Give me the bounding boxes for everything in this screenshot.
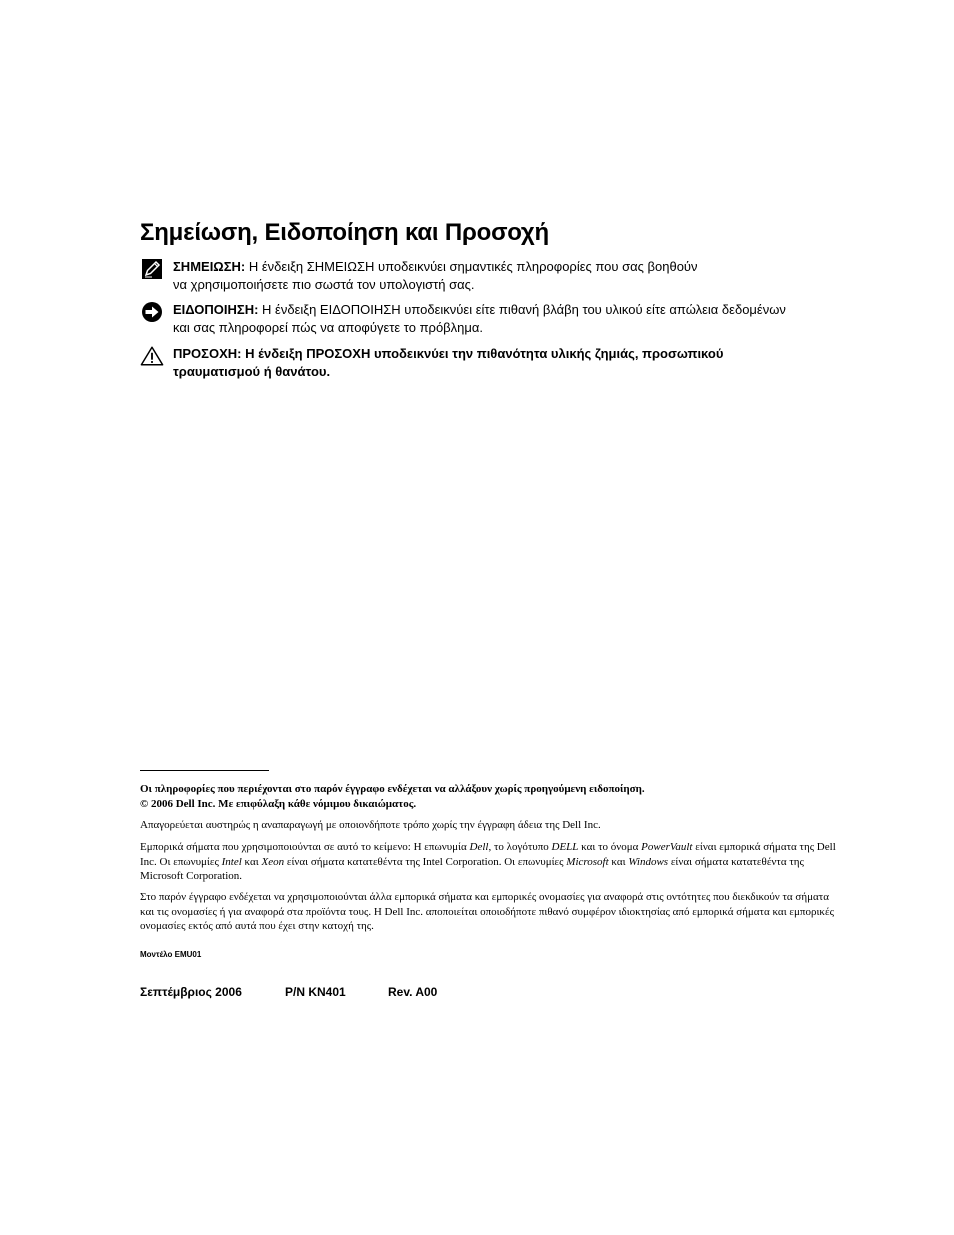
notice-arrow-icon	[140, 301, 164, 323]
note-label: ΣΗΜΕΙΩΣΗ:	[173, 259, 246, 274]
trademarks-part: και το όνομα	[578, 841, 642, 853]
trademarks-notice	[140, 840, 845, 884]
notice-text	[173, 301, 840, 337]
notice-line-1: Η ένδειξη ΕΙΔΟΠΟΙΗΣΗ υποδεικνύει είτε πιθανή βλάβη του υλικού είτε απώλεια δεδομένων	[258, 302, 786, 317]
trademark-powervault: PowerVault	[641, 841, 693, 853]
change-notice	[140, 782, 845, 811]
caution-line-1: Η ένδειξη ΠΡΟΣΟΧΗ υποδεικνύει την πιθανότητα υλικής ζημιάς, προσωπικού	[241, 346, 724, 361]
note-line-2: να χρησιμοποιήσετε πιο σωστά τον υπολογιστή σας.	[173, 277, 475, 292]
copyright-line: © 2006 Dell Inc. Με επιφύλαξη κάθε νόμιμου δικαιώματος.	[140, 797, 417, 810]
trademarks-part: και	[608, 855, 629, 868]
trademark-xeon: Xeon	[261, 855, 285, 868]
trademark-windows: Windows	[628, 855, 669, 868]
caution-text	[173, 345, 840, 381]
footer-revision: Rev. A00	[388, 985, 438, 999]
note-line-1: Η ένδειξη ΣΗΜΕΙΩΣΗ υποδεικνύει σημαντικές πληροφορίες που σας βοηθούν	[245, 259, 698, 274]
trademarks-part: είναι σήματα κατατεθέντα της Intel Corporation. Οι επωνυμίες	[284, 855, 567, 868]
warning-triangle-icon	[140, 345, 164, 367]
trademarks-part: και	[241, 855, 262, 868]
trademarks-part: είναι σήματα κατατεθέντα της Microsoft Corporation.	[140, 855, 804, 882]
reproduction-notice	[140, 818, 845, 833]
caution-line-2: τραυματισμού ή θανάτου.	[173, 364, 331, 379]
trademarks-part: , το λογότυπο	[488, 841, 552, 853]
trademark-microsoft: Microsoft	[566, 855, 609, 868]
notice-label: ΕΙΔΟΠΟΙΗΣΗ:	[173, 302, 259, 317]
caution-block	[140, 345, 840, 381]
trademarks-part: είναι εμπορικά σήματα της Dell Inc. Οι επωνυμίες	[140, 841, 836, 868]
pencil-note-icon	[140, 258, 164, 280]
footnote-divider	[140, 770, 269, 771]
footer-date: Σεπτέμβριος 2006	[140, 985, 242, 999]
note-block	[140, 258, 840, 294]
trademark-intel: Intel	[221, 855, 242, 868]
change-notice-line: Οι πληροφορίες που περιέχονται στο παρόν έγγραφο ενδέχεται να αλλάξουν χωρίς προηγούμενη ειδοποίηση.	[140, 783, 645, 795]
other-marks-notice	[140, 890, 845, 934]
caution-label: ΠΡΟΣΟΧΗ:	[173, 346, 242, 361]
footer-part-number: P/N KN401	[285, 985, 346, 999]
model-number: Μοντέλο EMU01	[140, 950, 202, 959]
reproduction-text: Απαγορεύεται αυστηρώς η αναπαραγωγή με οποιονδήποτε τρόπο χωρίς την έγγραφη άδεια της Dell Inc.	[140, 819, 601, 831]
notice-line-2: και σας πληροφορεί πώς να αποφύγετε το πρόβλημα.	[173, 320, 484, 335]
trademarks-text	[140, 840, 845, 884]
other-marks-text: Στο παρόν έγγραφο ενδέχεται να χρησιμοποιούνται άλλα εμπορικά σήματα και εμπορικές ονομασίες για αναφορά στις οντότητες που διεκδικούν τα σήματα και τις ονομασίες ή για αναφορά στα προϊόντα τους. Η Dell Inc. αποποιείται οποιοδήποτε πιθανό συμφέρον ιδιοκτησίας από εμπορικά σήματα και εμπορικές ονομασίες εκτός από αυτά που έχει στην κατοχή της.	[140, 891, 834, 932]
notice-block	[140, 301, 840, 337]
trademark-dell: Dell	[469, 841, 489, 853]
trademarks-part: Εμπορικά σήματα που χρησιμοποιούνται σε αυτό το κείμενο: Η επωνυμία	[140, 841, 470, 853]
note-text	[173, 258, 840, 294]
page-title: Σημείωση, Ειδοποίηση και Προσοχή	[140, 219, 549, 246]
trademark-dell-logo: DELL	[551, 841, 579, 853]
